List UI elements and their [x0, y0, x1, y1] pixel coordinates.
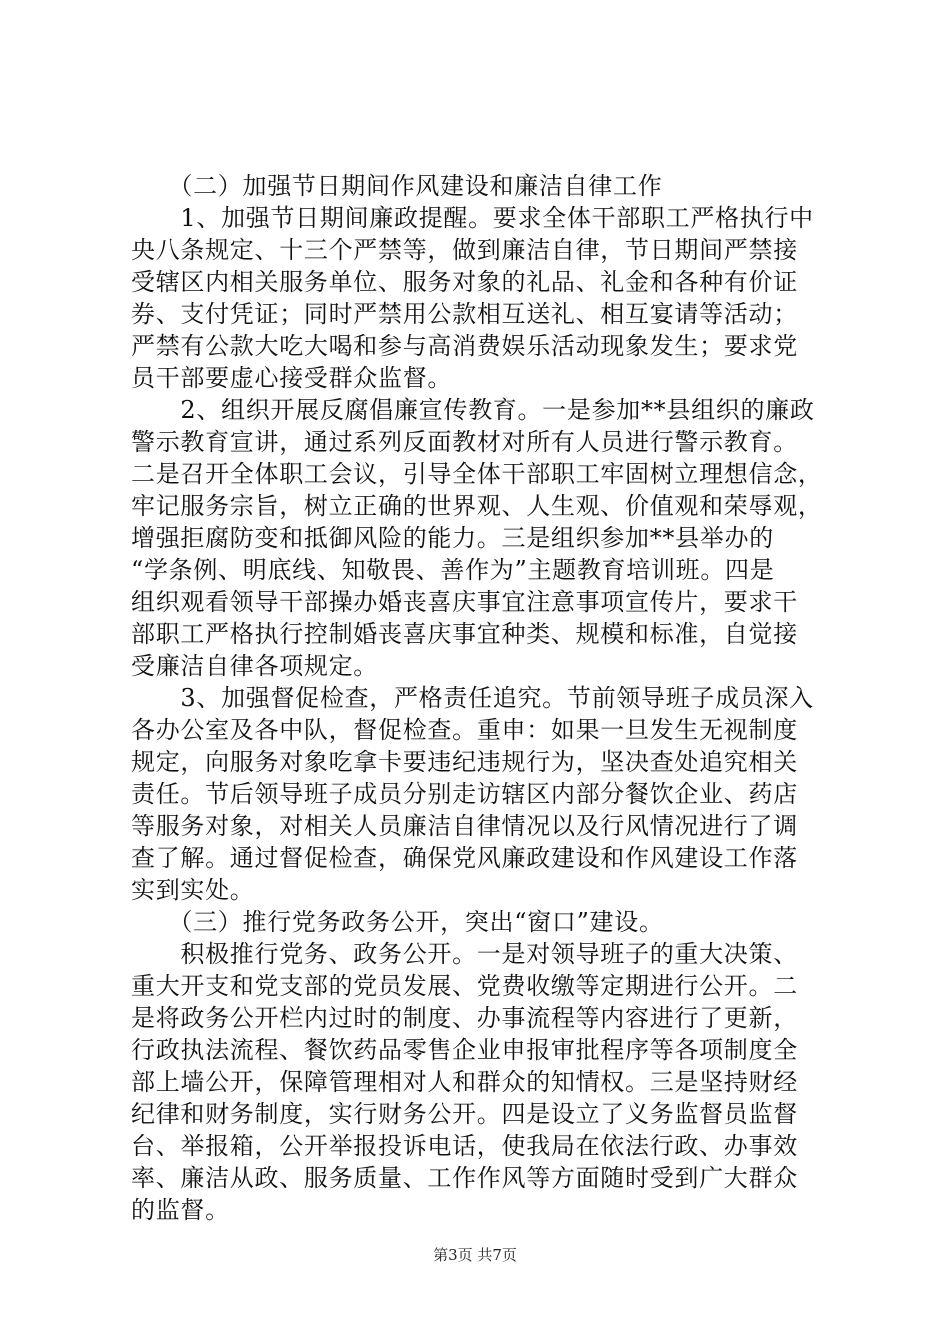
text-line: 积极推行党务、政务公开。一是对领导班子的重大决策、 [131, 940, 798, 968]
text-line: 部职工严格执行控制婚丧喜庆事宜种类、规模和标准，自觉接 [131, 620, 798, 648]
text-line: 1、加强节日期间廉政提醒。要求全体干部职工严格执行中 [131, 204, 814, 232]
page-number: 第3页 共7页 [433, 1246, 517, 1264]
text-line: 规定，向服务对象吃拿卡要违纪违规行为，坚决查处追究相关 [131, 748, 798, 776]
text-line: 各办公室及各中队，督促检查。重申：如果一旦发生无视制度 [131, 716, 798, 744]
text-line: “学条例、明底线、知敬畏、善作为”主题教育培训班。四是 [131, 556, 775, 584]
text-line: 牢记服务宗旨，树立正确的世界观、人生观、价值观和荣辱观， [131, 492, 823, 520]
text-line: 3、加强督促检查，严格责任追究。节前领导班子成员深入 [131, 684, 814, 712]
text-line: 查了解。通过督促检查，确保党风廉政建设和作风建设工作落 [131, 844, 798, 872]
text-line: 受廉洁自律各项规定。 [131, 652, 378, 680]
text-line: 责任。节后领导班子成员分别走访辖区内部分餐饮企业、药店 [131, 780, 798, 808]
text-line: （三）推行党务政务公开，突出“窗口”建设。 [131, 908, 664, 936]
text-line: 组织观看领导干部操办婚丧喜庆事宜注意事项宣传片，要求干 [131, 588, 798, 616]
text-line: 二是召开全体职工会议，引导全体干部职工牢固树立理想信念， [131, 460, 823, 488]
text-line: 重大开支和党支部的党员发展、党费收缴等定期进行公开。二 [131, 972, 798, 1000]
text-line: 受辖区内相关服务单位、服务对象的礼品、礼金和各种有价证 [131, 268, 798, 296]
text-line: 增强拒腐防变和抵御风险的能力。三是组织参加**县举办的 [131, 524, 774, 552]
text-line: （二）加强节日期间作风建设和廉洁自律工作 [131, 172, 663, 200]
text-line: 是将政务公开栏内过时的制度、办事流程等内容进行了更新， [131, 1004, 798, 1032]
text-line: 实到实处。 [131, 876, 255, 904]
text-line: 等服务对象，对相关人员廉洁自律情况以及行风情况进行了调 [131, 812, 798, 840]
page-footer [0, 1244, 950, 1265]
text-line: 严禁有公款大吃大喝和参与高消费娱乐活动现象发生；要求党 [131, 332, 798, 360]
text-line: 部上墙公开，保障管理相对人和群众的知情权。三是坚持财经 [131, 1068, 798, 1096]
document-body [131, 170, 831, 1226]
text-line: 央八条规定、十三个严禁等，做到廉洁自律，节日期间严禁接 [131, 236, 798, 264]
text-line: 员干部要虚心接受群众监督。 [131, 364, 453, 392]
text-line: 的监督。 [131, 1196, 230, 1224]
text-line: 率、廉洁从政、服务质量、工作作风等方面随时受到广大群众 [131, 1164, 798, 1192]
text-line: 台、举报箱，公开举报投诉电话，使我局在依法行政、办事效 [131, 1132, 798, 1160]
text-line: 纪律和财务制度，实行财务公开。四是设立了义务监督员监督 [131, 1100, 798, 1128]
text-line: 券、支付凭证；同时严禁用公款相互送礼、相互宴请等活动； [131, 300, 798, 328]
text-line: 行政执法流程、餐饮药品零售企业申报审批程序等各项制度全 [131, 1036, 798, 1064]
text-line: 警示教育宣讲，通过系列反面教材对所有人员进行警示教育。 [131, 428, 798, 456]
text-line: 2、组织开展反腐倡廉宣传教育。一是参加**县组织的廉政 [131, 396, 815, 424]
